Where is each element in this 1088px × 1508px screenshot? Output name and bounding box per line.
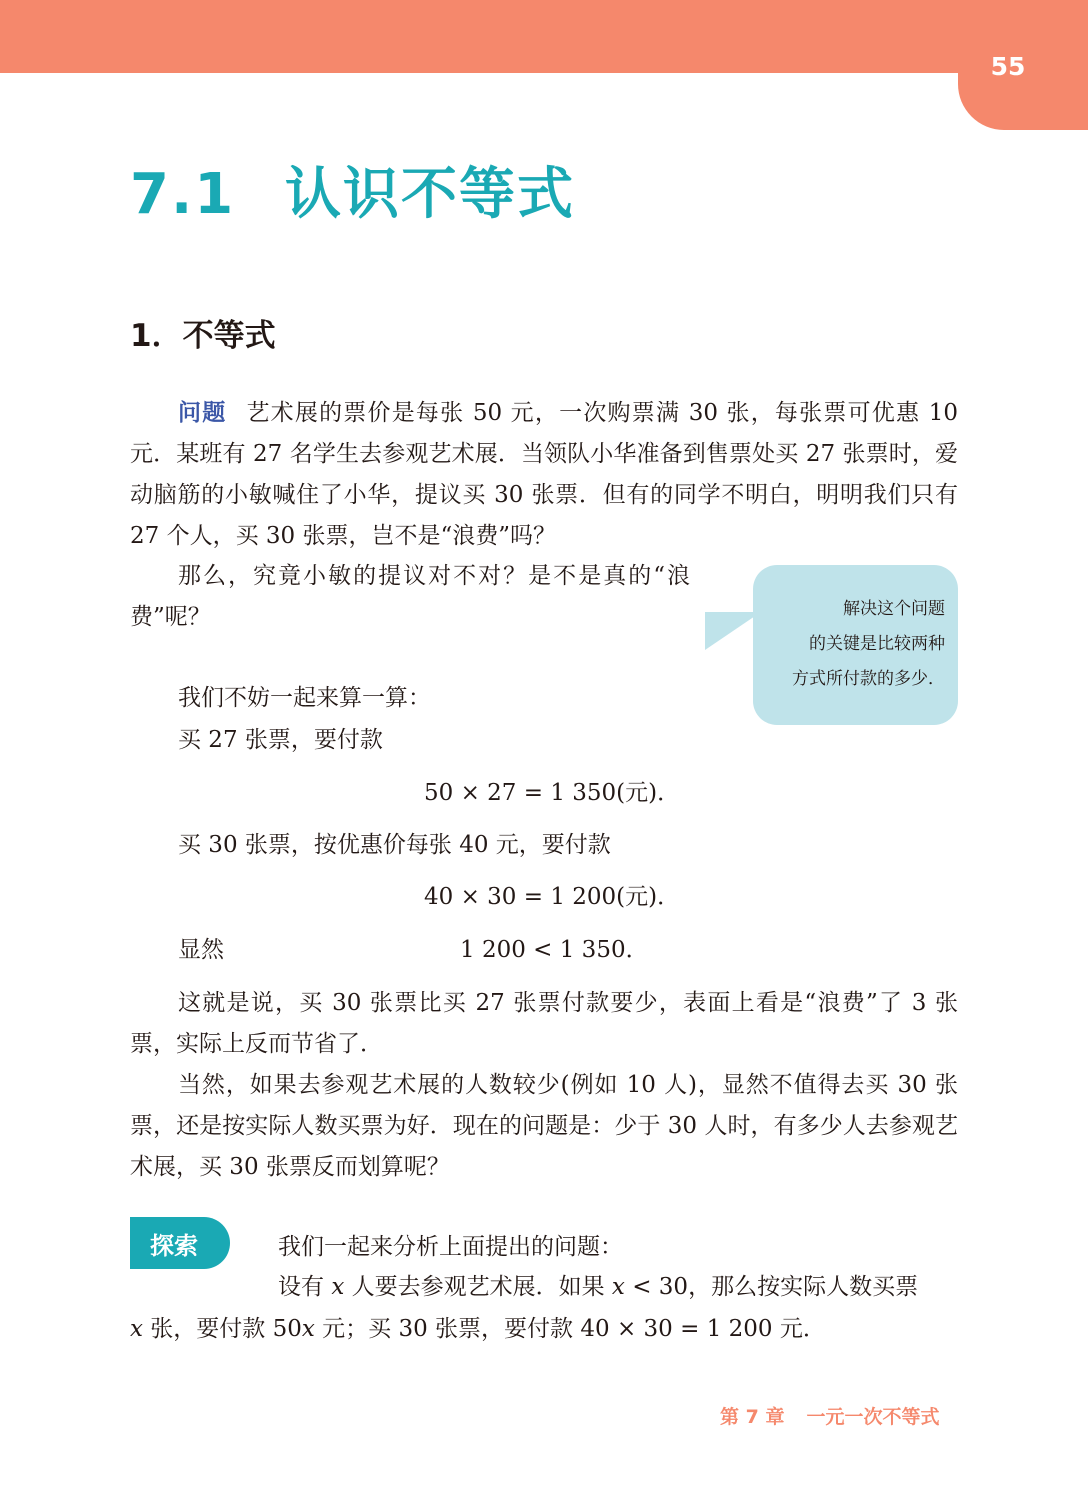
page-number: 55	[990, 52, 1026, 81]
section-title	[130, 150, 575, 225]
explore-line-1: 我们一起来分析上面提出的问题：	[278, 1234, 623, 1260]
section-number: 7.1	[130, 162, 236, 227]
chapter-title: 一元一次不等式	[806, 1406, 940, 1428]
callout-line: 的关键是比较两种	[809, 634, 945, 654]
equation-1: 50 × 27 = 1 350(元)．	[424, 780, 681, 806]
text-segment: 人要去参观艺术展．如果	[344, 1274, 612, 1300]
section-title-text: 认识不等式	[285, 162, 575, 227]
conclusion-paragraph-1: 这就是说，买 30 张票比买 27 张票付款要少，表面上看是“浪费”了 3 张票，实际上反而节省了．	[130, 990, 958, 1057]
variable-x: x	[130, 1316, 143, 1342]
text-segment: 设有	[278, 1274, 332, 1300]
variable-x: x	[331, 1274, 345, 1300]
calc-buy30: 买 30 张票，按优惠价每张 40 元，要付款	[178, 832, 611, 858]
text-segment: < 30，那么按实际人数买票	[624, 1274, 919, 1300]
conclusion-paragraph-2: 当然，如果去参观艺术展的人数较少(例如 10 人)，显然不值得去买 30 张票，还是按实际人数买票为好．现在的问题是：少于 30 人时，有多少人去参观艺术展，买 30 张票反而划算呢？	[130, 1072, 958, 1180]
variable-x: x	[611, 1274, 625, 1300]
text-segment: 元；买 30 张票，要付款 40 × 30 = 1 200 元．	[314, 1316, 826, 1342]
equation-2: 40 × 30 = 1 200(元)．	[424, 884, 681, 910]
footer-chapter	[720, 1402, 939, 1429]
comparison: 1 200 < 1 350．	[460, 937, 649, 963]
calc-intro: 我们不妨一起来算一算：	[178, 685, 431, 711]
obviously-label: 显然	[178, 937, 224, 963]
callout-text	[770, 592, 945, 697]
explore-label: 探索	[150, 1232, 198, 1260]
problem-paragraph	[130, 393, 958, 557]
problem-keyword: 问题	[178, 400, 227, 426]
calc-buy27: 买 27 张票，要付款	[178, 727, 383, 753]
subsection-title: 1．不等式	[130, 318, 276, 354]
callout-line: 解决这个问题	[843, 599, 945, 619]
problem-text: 艺术展的票价是每张 50 元，一次购票满 30 张，每张票可优惠 10 元．某班有 27 名学生去参观艺术展．当领队小华准备到售票处买 27 张票时，爱动脑筋的小敏喊住了小华，提议买 30 张票．但有的同学不明白，明明我们只有 27 个人，买 30 张票，岂不是“浪费”吗？	[130, 400, 959, 549]
callout-line: 方式所付款的多少．	[792, 669, 945, 689]
explore-line-3	[130, 1314, 826, 1344]
explore-line-2	[278, 1272, 918, 1302]
chapter-number: 第 7 章	[720, 1406, 785, 1428]
question-paragraph: 那么，究竟小敏的提议对不对？是不是真的“浪费”呢？	[130, 563, 690, 630]
variable-x: x	[301, 1316, 315, 1342]
header-band	[0, 0, 1088, 73]
text-segment: 张，要付款 50	[142, 1316, 302, 1342]
